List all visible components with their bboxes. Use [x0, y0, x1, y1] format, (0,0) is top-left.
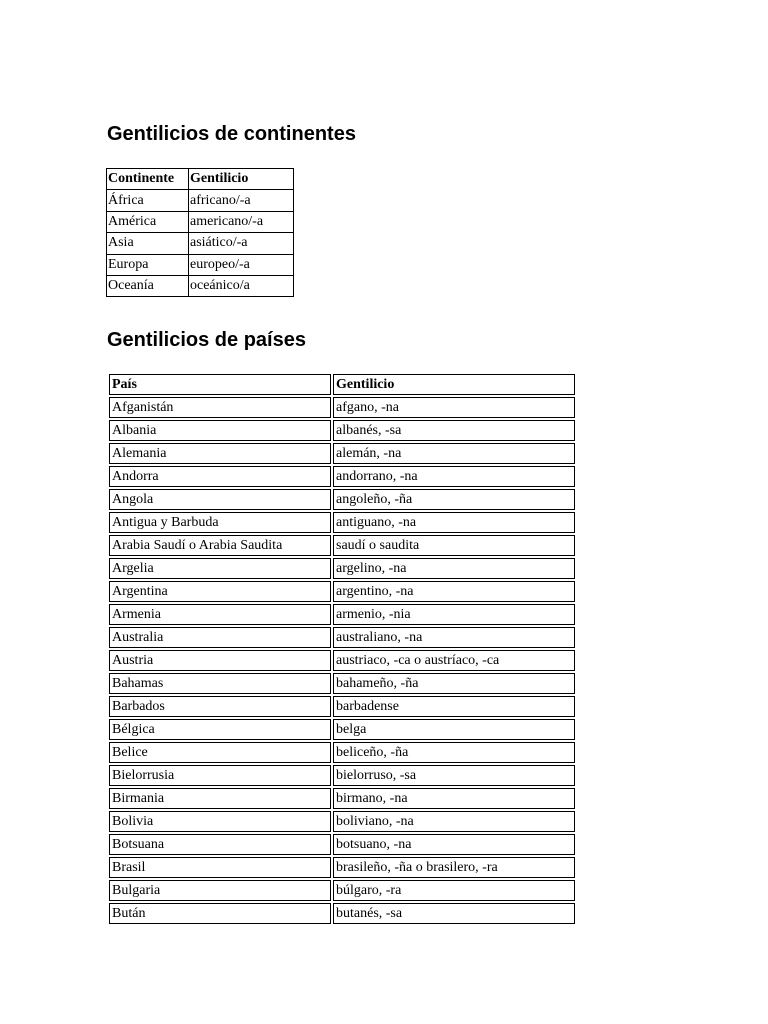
- table-row: [107, 190, 294, 211]
- continents-table-body: [107, 190, 294, 297]
- continents-heading: Gentilicios de continentes: [107, 123, 356, 145]
- table-row: [109, 742, 575, 763]
- gentilicio-column-header: Gentilicio: [189, 169, 294, 190]
- country-cell: Bélgica: [109, 719, 331, 740]
- table-row: [109, 581, 575, 602]
- gentilicio-cell: búlgaro, -ra: [333, 880, 575, 901]
- country-cell: Albania: [109, 420, 331, 441]
- gentilicio-cell: bahameño, -ña: [333, 673, 575, 694]
- country-cell: Belice: [109, 742, 331, 763]
- gentilicio-cell: antiguano, -na: [333, 512, 575, 533]
- continents-header-row: [107, 169, 294, 190]
- country-cell: Argelia: [109, 558, 331, 579]
- table-row: [107, 275, 294, 296]
- table-row: [109, 535, 575, 556]
- gentilicio-cell: argelino, -na: [333, 558, 575, 579]
- table-row: [109, 673, 575, 694]
- continent-cell: África: [107, 190, 189, 211]
- gentilicio-cell: saudí o saudita: [333, 535, 575, 556]
- gentilicio-cell: australiano, -na: [333, 627, 575, 648]
- gentilicio-cell: botsuano, -na: [333, 834, 575, 855]
- table-row: [109, 397, 575, 418]
- country-cell: Andorra: [109, 466, 331, 487]
- table-row: [109, 558, 575, 579]
- gentilicio-cell: africano/-a: [189, 190, 294, 211]
- continent-column-header: Continente: [107, 169, 189, 190]
- table-row: [109, 788, 575, 809]
- table-row: [109, 765, 575, 786]
- country-cell: Bolivia: [109, 811, 331, 832]
- table-row: [109, 489, 575, 510]
- gentilicio-cell: afgano, -na: [333, 397, 575, 418]
- table-row: [109, 627, 575, 648]
- table-row: [109, 719, 575, 740]
- country-cell: Austria: [109, 650, 331, 671]
- continent-cell: Europa: [107, 254, 189, 275]
- table-row: [107, 254, 294, 275]
- gentilicio-cell: austriaco, -ca o austríaco, -ca: [333, 650, 575, 671]
- country-cell: Armenia: [109, 604, 331, 625]
- gentilicio-cell: europeo/-a: [189, 254, 294, 275]
- country-cell: Alemania: [109, 443, 331, 464]
- gentilicio-cell: andorrano, -na: [333, 466, 575, 487]
- country-cell: Bulgaria: [109, 880, 331, 901]
- country-column-header: País: [109, 374, 331, 395]
- table-row: [109, 811, 575, 832]
- country-cell: Afganistán: [109, 397, 331, 418]
- continent-cell: Oceanía: [107, 275, 189, 296]
- gentilicio-cell: asiático/-a: [189, 233, 294, 254]
- country-cell: Bahamas: [109, 673, 331, 694]
- gentilicio-cell: americano/-a: [189, 211, 294, 232]
- continent-cell: América: [107, 211, 189, 232]
- country-cell: Botsuana: [109, 834, 331, 855]
- country-cell: Barbados: [109, 696, 331, 717]
- gentilicio-cell: bielorruso, -sa: [333, 765, 575, 786]
- gentilicio-cell: armenio, -nia: [333, 604, 575, 625]
- country-cell: Australia: [109, 627, 331, 648]
- country-cell: Birmania: [109, 788, 331, 809]
- country-cell: Antigua y Barbuda: [109, 512, 331, 533]
- country-cell: Bután: [109, 903, 331, 924]
- table-row: [109, 420, 575, 441]
- table-row: [109, 650, 575, 671]
- table-row: [109, 696, 575, 717]
- gentilicio-cell: angoleño, -ña: [333, 489, 575, 510]
- table-row: [109, 443, 575, 464]
- gentilicio-cell: argentino, -na: [333, 581, 575, 602]
- table-row: [107, 211, 294, 232]
- continent-cell: Asia: [107, 233, 189, 254]
- table-row: [109, 512, 575, 533]
- gentilicio-cell: belga: [333, 719, 575, 740]
- gentilicio-cell: albanés, -sa: [333, 420, 575, 441]
- gentilicio-cell: brasileño, -ña o brasilero, -ra: [333, 857, 575, 878]
- table-row: [109, 834, 575, 855]
- table-row: [109, 903, 575, 924]
- countries-table: [107, 372, 577, 926]
- gentilicio-cell: beliceño, -ña: [333, 742, 575, 763]
- countries-heading: Gentilicios de países: [107, 329, 306, 351]
- table-row: [109, 604, 575, 625]
- gentilicio-column-header: Gentilicio: [333, 374, 575, 395]
- country-cell: Bielorrusia: [109, 765, 331, 786]
- gentilicio-cell: alemán, -na: [333, 443, 575, 464]
- country-cell: Brasil: [109, 857, 331, 878]
- gentilicio-cell: birmano, -na: [333, 788, 575, 809]
- continents-table: [106, 168, 294, 297]
- country-cell: Arabia Saudí o Arabia Saudita: [109, 535, 331, 556]
- table-row: [109, 466, 575, 487]
- gentilicio-cell: boliviano, -na: [333, 811, 575, 832]
- table-row: [109, 880, 575, 901]
- country-cell: Angola: [109, 489, 331, 510]
- table-row: [107, 233, 294, 254]
- gentilicio-cell: barbadense: [333, 696, 575, 717]
- country-cell: Argentina: [109, 581, 331, 602]
- table-row: [109, 857, 575, 878]
- gentilicio-cell: oceánico/a: [189, 275, 294, 296]
- countries-header-row: [109, 374, 575, 395]
- gentilicio-cell: butanés, -sa: [333, 903, 575, 924]
- countries-table-body: [109, 397, 575, 924]
